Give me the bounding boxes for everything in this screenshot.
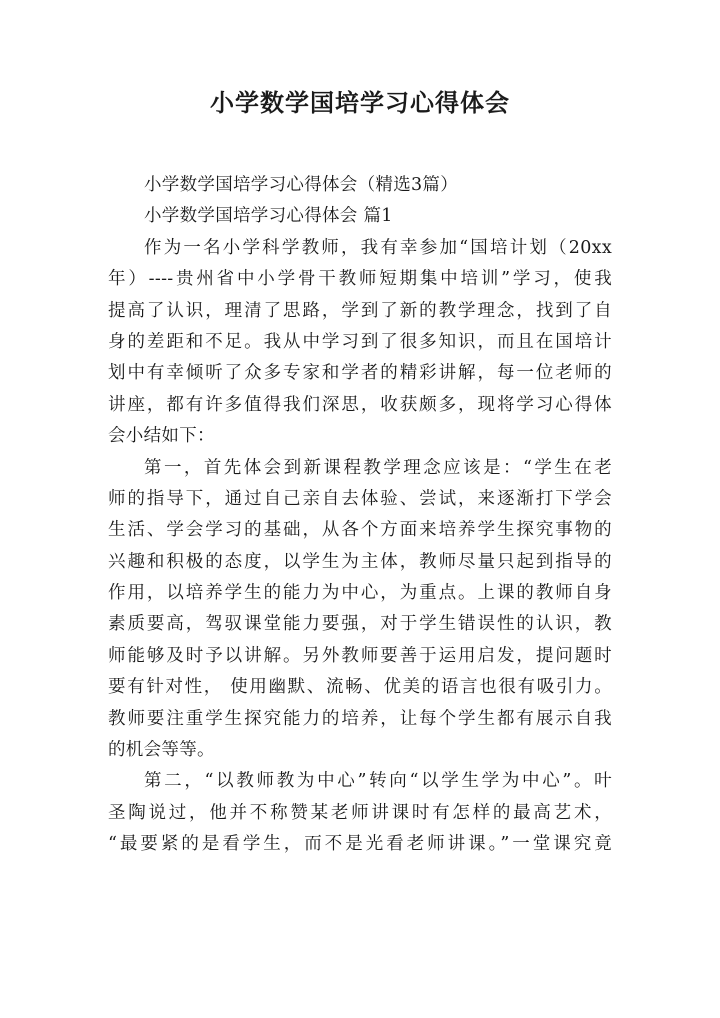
document-title: 小学数学国培学习心得体会: [210, 89, 510, 117]
text-line: 划中有幸倾听了众多专家和学者的精彩讲解，每一位老师的: [108, 363, 612, 384]
text-line: 要有针对性， 使用幽默、流畅、优美的语言也很有吸引力。: [108, 677, 612, 698]
document-body: [108, 170, 612, 861]
text-line: 师的指导下，通过自己亲自去体验、尝试，来逐渐打下学会: [108, 488, 612, 509]
text-line: 讲座，都有许多值得我们深思，收获颇多，现将学习心得体: [108, 394, 612, 415]
text-line: 教师要注重学生探究能力的培养，让每个学生都有展示自我: [108, 708, 612, 729]
text-line: 圣陶说过，他并不称赞某老师讲课时有怎样的最高艺术，: [108, 802, 612, 823]
text-line: 生活、学会学习的基础，从各个方面来培养学生探究事物的: [108, 520, 612, 541]
text-line: 兴趣和积极的态度，以学生为主体，教师尽量只起到指导的: [108, 551, 612, 572]
text-line: 作为一名小学科学教师，我有幸参加“国培计划（20xx: [144, 237, 612, 258]
text-line: 小学数学国培学习心得体会（精选3篇）: [144, 175, 459, 195]
text-line: 第一，首先体会到新课程教学理念应该是：“学生在老: [144, 457, 612, 478]
text-line: 的机会等等。: [108, 740, 215, 761]
text-line: 师能够及时予以讲解。另外教师要善于运用启发，提问题时: [108, 645, 612, 666]
text-line: 身的差距和不足。我从中学习到了很多知识，而且在国培计: [108, 331, 612, 352]
text-line: 第二，“以教师教为中心”转向“以学生学为中心”。叶: [144, 771, 612, 792]
text-line: 素质要高，驾驭课堂能力要强，对于学生错误性的认识，教: [108, 614, 612, 635]
text-line: “最要紧的是看学生，而不是光看老师讲课。”一堂课究竟: [108, 834, 612, 855]
text-line: 小学数学国培学习心得体会 篇1: [144, 206, 393, 227]
text-line: 年）----贵州省中小学骨干教师短期集中培训”学习，使我: [108, 269, 612, 290]
text-line: 会小结如下：: [108, 426, 215, 447]
text-line: 作用，以培养学生的能力为中心，为重点。上课的教师自身: [108, 583, 612, 604]
text-line: 提高了认识，理清了思路，学到了新的教学理念，找到了自: [108, 300, 612, 321]
